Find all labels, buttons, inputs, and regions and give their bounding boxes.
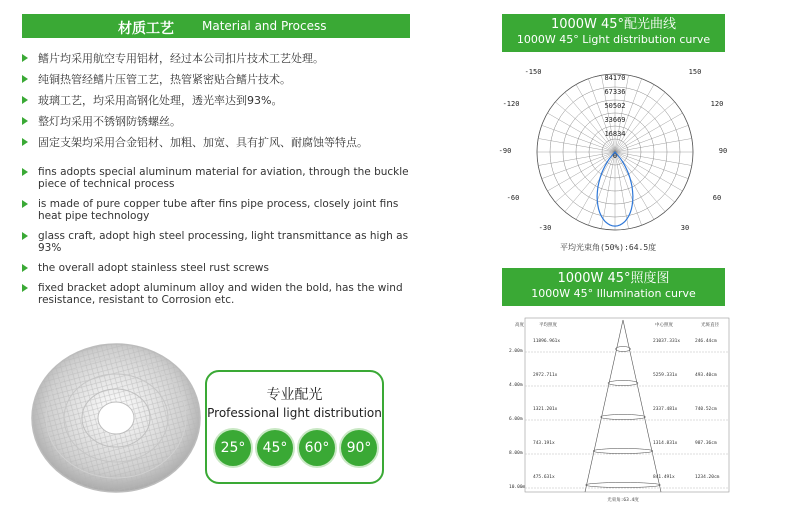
ring-value-label: 67336 xyxy=(604,88,626,96)
angle-label: -150 xyxy=(524,68,542,76)
list-item: 玻璃工艺，均采用高钢化处理，透光率达到93%。 xyxy=(22,94,417,115)
angle-label: 0 xyxy=(612,152,618,160)
row-height: 2.00m xyxy=(509,349,523,354)
angle-label: 120 xyxy=(710,100,724,108)
angle-label: 90 xyxy=(718,147,728,155)
en-feature-list xyxy=(22,166,417,314)
arrow-bullet-icon xyxy=(22,75,28,83)
beam-angle-caption: 平均光束角(50%):64.5度 xyxy=(560,243,657,252)
arrow-bullet-icon xyxy=(22,200,28,208)
polar-chart-title-cn: 1000W 45°配光曲线 xyxy=(550,17,677,32)
angle-label: 60 xyxy=(712,194,722,202)
row-avg: 743.191x xyxy=(533,441,555,446)
illum-frame xyxy=(525,318,729,492)
ring-value-label: 16834 xyxy=(604,130,626,138)
row-diameter: 1234.20cm xyxy=(695,475,720,480)
illum-headers xyxy=(515,321,719,328)
section-title-en: Material and Process xyxy=(202,19,327,33)
polar-chart-header xyxy=(502,14,725,52)
illumination-chart xyxy=(505,316,730,506)
list-item: fixed bracket adopt aluminum alloy and widen the bold, has the wind resistance, resistant to Corrosion etc. xyxy=(22,282,417,306)
row-avg: 475.631x xyxy=(533,475,555,480)
illum-footer: 光束角:63.4度 xyxy=(607,498,639,503)
angle-label: 150 xyxy=(688,68,702,76)
list-item: 纯铜热管经鳍片压管工艺，热管紧密贴合鳍片技术。 xyxy=(22,73,417,94)
ring-value-label: 84170 xyxy=(604,74,626,82)
row-height: 10.00m xyxy=(509,485,526,490)
material-process-header xyxy=(22,14,410,38)
ring-value-label: 33669 xyxy=(604,116,626,124)
row-center: 841.491x xyxy=(653,475,675,480)
row-center: 5259.331x xyxy=(653,373,678,378)
list-item: the overall adopt stainless steel rust screws xyxy=(22,262,417,274)
row-height: 6.00m xyxy=(509,417,523,422)
angle-label: -60 xyxy=(506,194,520,202)
list-item: glass craft, adopt high steel processing, light transmittance as high as 93% xyxy=(22,230,417,254)
arrow-bullet-icon xyxy=(22,54,28,62)
illum-header: 平均照度 xyxy=(539,323,557,328)
spot-ellipse xyxy=(593,449,653,454)
polar-light-distribution-chart xyxy=(498,60,728,260)
row-diameter: 740.52cm xyxy=(695,407,717,412)
illum-header: 中心照度 xyxy=(655,323,673,328)
row-diameter: 493.40cm xyxy=(695,373,717,378)
spot-ellipse xyxy=(616,347,631,352)
illumination-chart-title-cn: 1000W 45°照度图 xyxy=(557,271,670,286)
illumination-chart-title-en: 1000W 45° Illumination curve xyxy=(531,287,696,300)
row-diameter: 987.36cm xyxy=(695,441,717,446)
row-avg: 1321.201x xyxy=(533,407,558,412)
cone-edge-left xyxy=(585,320,623,492)
illumination-chart-header xyxy=(502,268,725,306)
list-item: 固定支架均采用合金铝材、加粗、加宽、具有扩风、耐腐蚀等特点。 xyxy=(22,136,417,157)
row-diameter: 246.44cm xyxy=(695,339,717,344)
illum-rows xyxy=(509,320,729,492)
angle-label: -30 xyxy=(538,224,552,232)
list-item: 鳍片均采用航空专用铝材，经过本公司扣片技术工艺处理。 xyxy=(22,52,417,73)
angle-label: 30 xyxy=(680,224,690,232)
light-distribution-title-en: Professional light distribution xyxy=(207,406,382,420)
reflector-image xyxy=(28,340,204,500)
angle-badge-45: 45° xyxy=(255,428,295,468)
list-item: fins adopts special aluminum material for aviation, through the buckle piece of technical process xyxy=(22,166,417,190)
list-item: is made of pure copper tube after fins pipe process, closely joint fins heat pipe technology xyxy=(22,198,417,222)
cone-edge-right xyxy=(623,320,661,492)
spot-ellipse xyxy=(608,381,638,386)
light-distribution-title-cn: 专业配光 xyxy=(266,387,323,403)
arrow-bullet-icon xyxy=(22,138,28,146)
row-center: 21037.331x xyxy=(653,339,681,344)
list-item: 整灯均采用不锈钢防锈螺丝。 xyxy=(22,115,417,136)
angle-label: -90 xyxy=(498,147,512,155)
illum-header: 光斑直径 xyxy=(701,323,719,328)
row-avg: 11896.961x xyxy=(533,339,561,344)
arrow-bullet-icon xyxy=(22,168,28,176)
arrow-bullet-icon xyxy=(22,264,28,272)
row-height: 8.00m xyxy=(509,451,523,456)
spot-ellipse xyxy=(601,415,646,420)
light-distribution-box xyxy=(205,370,384,484)
row-center: 2337.481x xyxy=(653,407,678,412)
ring-value-label: 50502 xyxy=(604,102,626,110)
angle-badge-25: 25° xyxy=(213,428,253,468)
spot-ellipse xyxy=(586,483,661,488)
arrow-bullet-icon xyxy=(22,284,28,292)
row-center: 1314.831x xyxy=(653,441,678,446)
section-title-cn: 材质工艺 xyxy=(118,21,174,37)
angle-badge-90: 90° xyxy=(339,428,379,468)
angle-label: -120 xyxy=(502,100,520,108)
polar-chart-title-en: 1000W 45° Light distribution curve xyxy=(516,33,711,46)
angle-badge-60: 60° xyxy=(297,428,337,468)
cn-feature-list xyxy=(22,52,417,157)
arrow-bullet-icon xyxy=(22,96,28,104)
illum-header: 高度 xyxy=(515,323,524,328)
arrow-bullet-icon xyxy=(22,232,28,240)
row-avg: 2972.711x xyxy=(533,373,558,378)
row-height: 4.00m xyxy=(509,383,523,388)
arrow-bullet-icon xyxy=(22,117,28,125)
